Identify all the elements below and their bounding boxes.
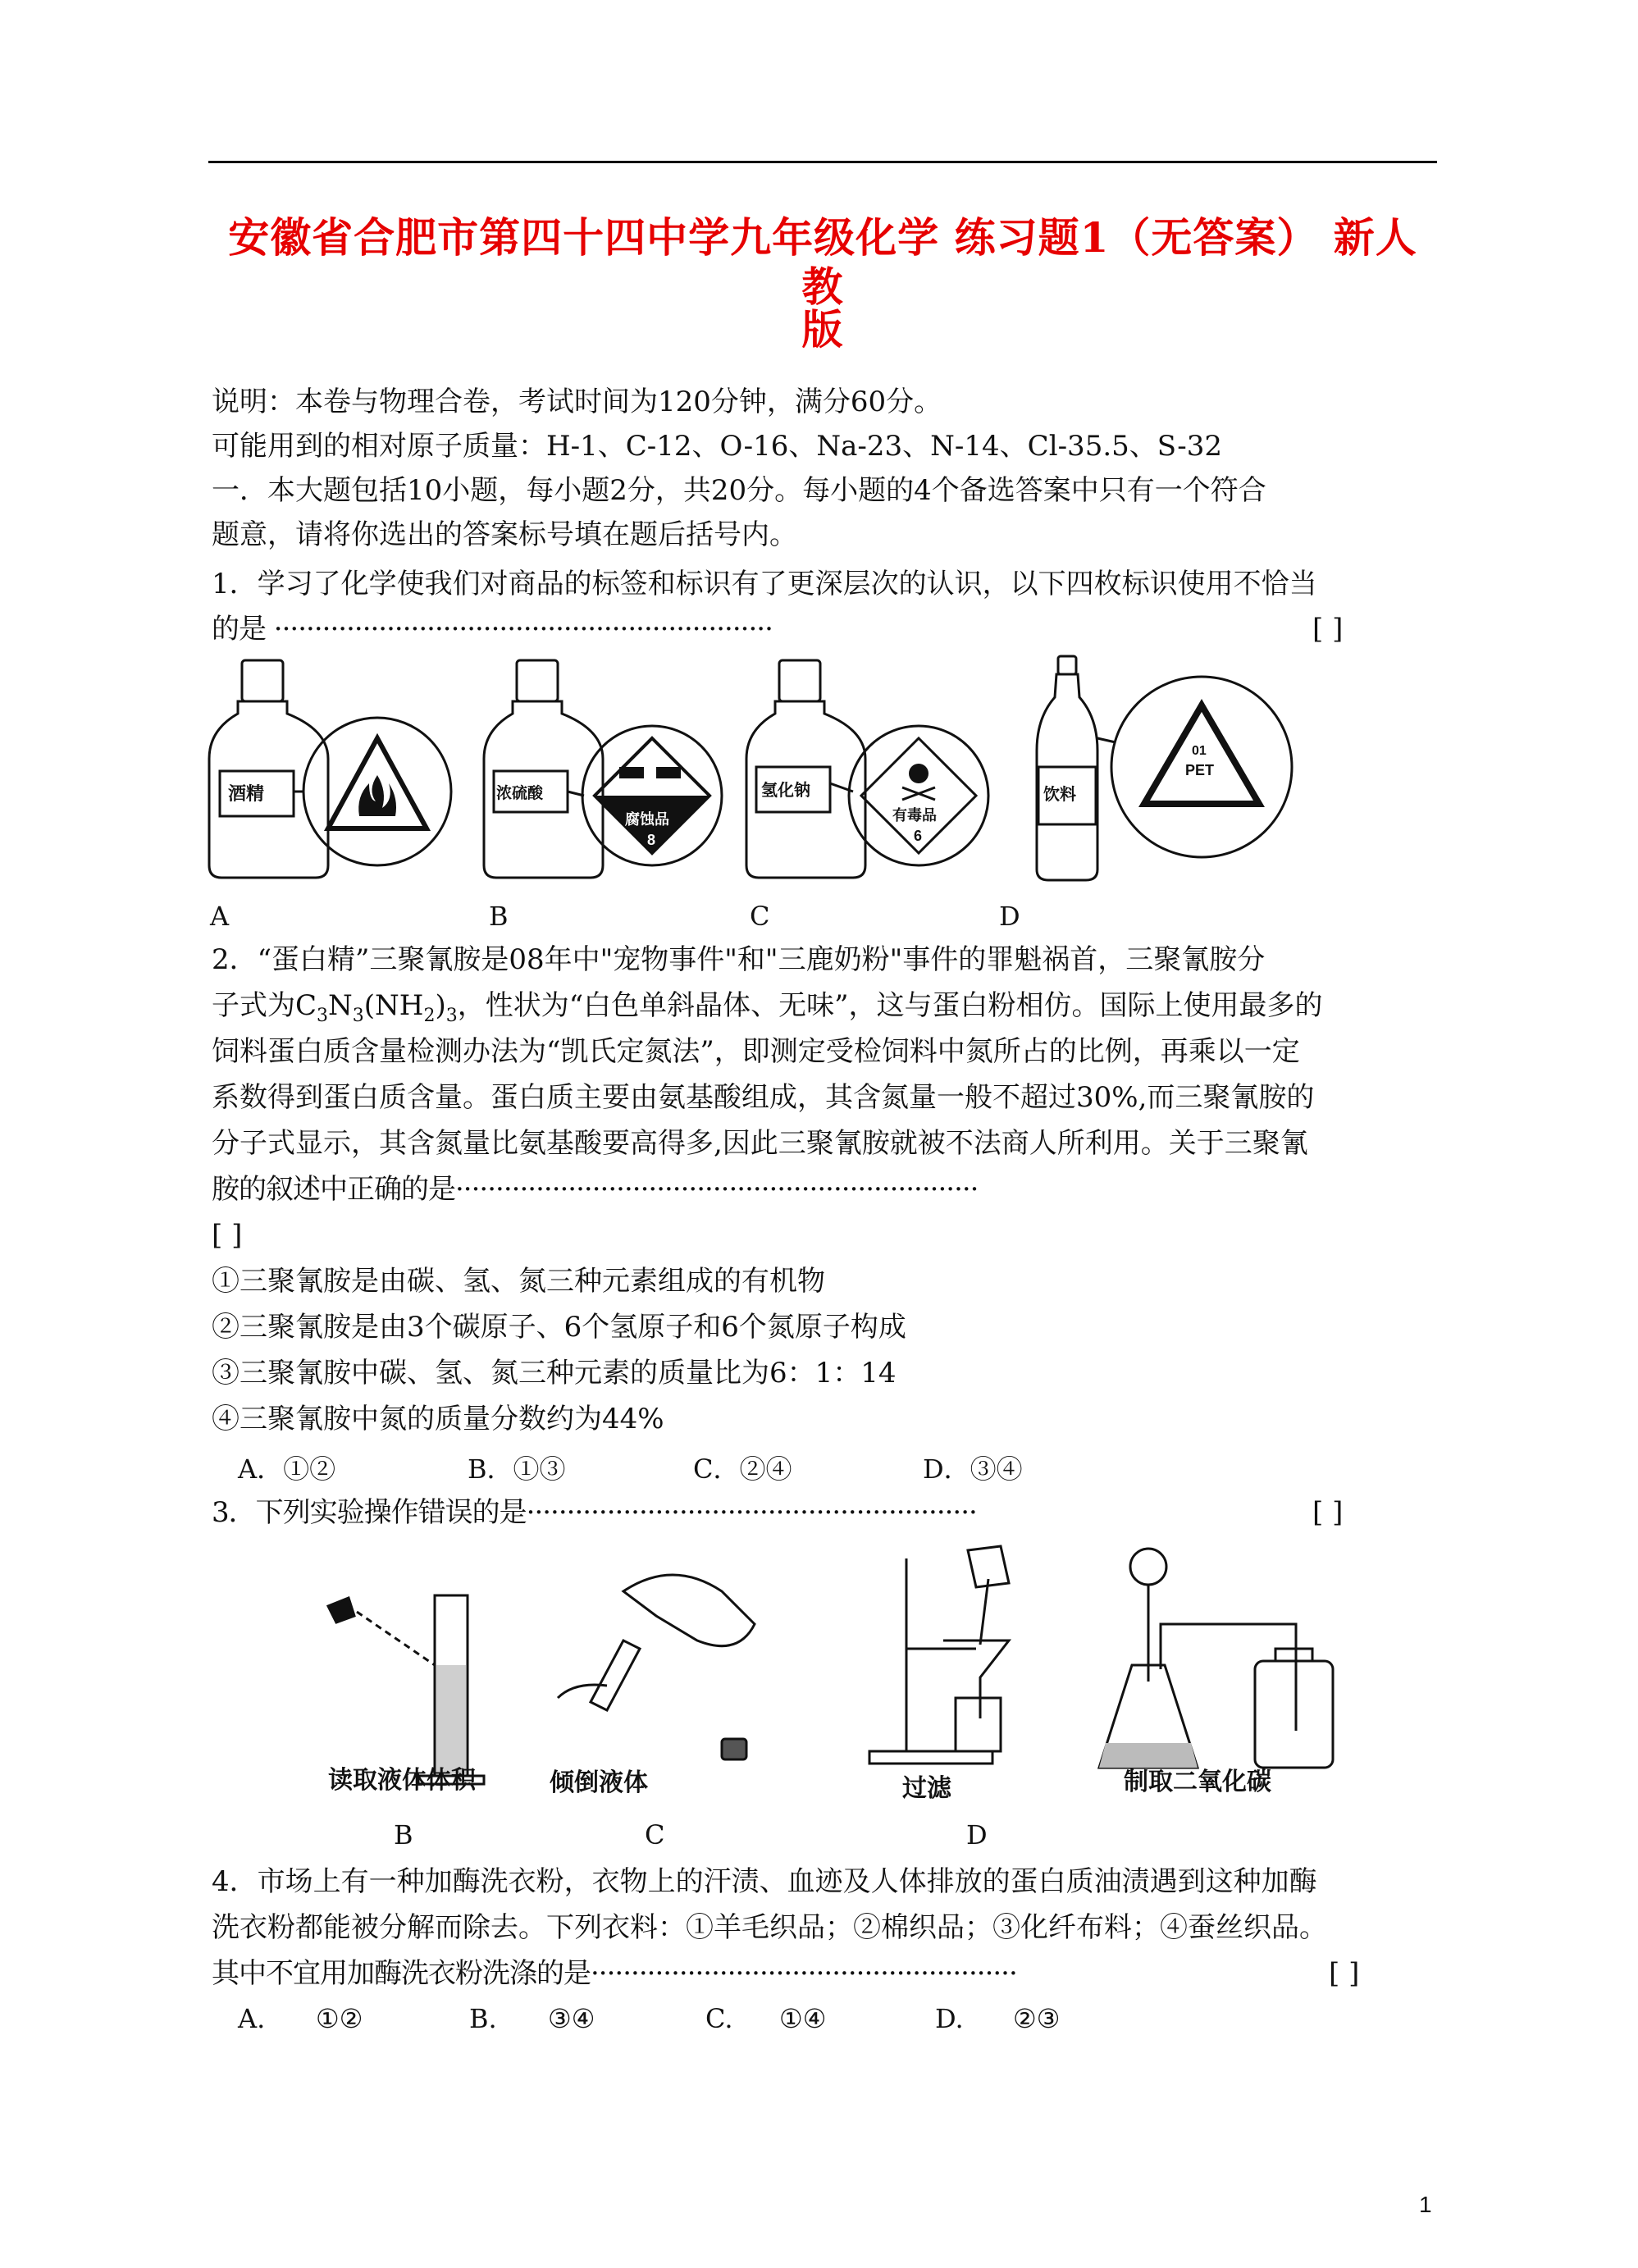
formula-prefix: 子式为C xyxy=(212,989,317,1022)
q3-option-d: D xyxy=(966,1819,988,1850)
sign-b-class: 8 xyxy=(647,832,656,848)
caption-make-co2: 制取二氧化碳 xyxy=(1124,1768,1271,1796)
q4-option-d-label: D. xyxy=(935,2003,964,2034)
page-number: 1 xyxy=(1419,2192,1432,2217)
question-1-figure xyxy=(205,652,1435,890)
bottle-stopper xyxy=(722,1739,746,1759)
q4-option-a-label: A. xyxy=(238,2003,266,2034)
statement-3: ③三聚氰胺中碳、氢、氮三种元素的质量比为6：1：14 xyxy=(212,1357,897,1390)
question-4-text-3: 其中不宜用加酶洗衣粉洗涤的是····················································· xyxy=(212,1957,1017,1990)
section-one-heading-continued: 题意，请将你选出的答案标号填在题后括号内。 xyxy=(212,518,797,551)
caption-read-volume: 读取液体体积 xyxy=(328,1767,476,1794)
question-1-text-continued: 的是 ······························································ xyxy=(212,613,773,646)
sign-c-text: 有毒品 xyxy=(892,807,937,824)
formula-sub-4: 3 xyxy=(445,1005,458,1026)
page-title: 安徽省合肥市第四十四中学九年级化学 练习题1（无答案） 新人教 xyxy=(228,213,1417,311)
q4-option-b-value: ③④ xyxy=(548,2003,595,2034)
formula-sub-3: 2 xyxy=(423,1005,436,1026)
exam-note xyxy=(212,384,1442,420)
question-4-text: 4．市场上有一种加酶洗衣粉，衣物上的汗渍、血迹及人体排放的蛋白质油渍遇到这种加酶 xyxy=(212,1865,1317,1898)
q1-option-b: B xyxy=(489,901,509,932)
question-2-text-6: 胺的叙述中正确的是································································· xyxy=(212,1173,979,1206)
q4-option-c-value: ①④ xyxy=(779,2003,827,2034)
eye-icon xyxy=(328,1598,354,1622)
question-3-figure xyxy=(312,1542,1419,1805)
bottle-c-cap xyxy=(779,660,820,701)
question-1-text: 1．学习了化学使我们对商品的标签和标识有了更深层次的认识，以下四枚标识使用不恰当 xyxy=(212,568,1317,600)
q2-option-b: B．①③ xyxy=(468,1453,566,1485)
header-rule xyxy=(208,161,1437,163)
q1-option-c: C xyxy=(750,901,770,932)
section-one-heading: 一．本大题包括10小题，每小题2分，共20分。每小题的4个备选答案中只有一个符合 xyxy=(212,474,1266,507)
question-4-text-2: 洗衣粉都能被分解而除去。下列衣料：①羊毛织品；②棉织品；③化纤布料；④蚕丝织品。 xyxy=(212,1911,1327,1944)
sign-c-class: 6 xyxy=(914,828,923,844)
statement-1: ①三聚氰胺是由碳、氢、氮三种元素组成的有机物 xyxy=(212,1265,825,1298)
filter-funnel xyxy=(943,1641,1009,1718)
question-3-answer-bracket: [ ] xyxy=(1312,1496,1344,1529)
sign-b-text: 腐蚀品 xyxy=(625,811,669,828)
question-1-answer-bracket: [ ] xyxy=(1312,613,1344,646)
statement-2: ②三聚氰胺是由3个碳原子、6个氢原子和6个氮原子构成 xyxy=(212,1311,906,1344)
q1-option-a: A xyxy=(210,901,230,932)
test-tube xyxy=(591,1641,640,1710)
q4-option-d-value: ②③ xyxy=(1013,2003,1061,2034)
caption-pour-liquid: 倾倒液体 xyxy=(550,1769,648,1796)
bottle-b-label-text: 浓硫酸 xyxy=(496,785,544,802)
beaker xyxy=(956,1698,1001,1751)
q4-option-c-label: C. xyxy=(705,2003,733,2034)
formula-suffix: ，性状为“白色单斜晶体、无味”，这与蛋白粉相仿。国际上使用最多的 xyxy=(457,989,1323,1022)
bottle-b-cap xyxy=(517,660,558,701)
formula-paren: ) xyxy=(435,989,446,1022)
question-2-text-5: 分子式显示，其含氮量比氨基酸要高得多,因此三聚氰胺就被不法商人所利用。关于三聚氰 xyxy=(212,1127,1308,1160)
q2-option-a: A．①② xyxy=(238,1453,336,1485)
sign-d-text: PET xyxy=(1185,762,1215,778)
bottle-a-body xyxy=(209,701,328,878)
exam-note-text: 说明：本卷与物理合卷，考试时间为120分钟，满分60分。 xyxy=(212,386,942,418)
page-title-continued: 版 xyxy=(801,305,844,354)
bottle-a-label-text: 酒精 xyxy=(228,783,265,804)
formula-sub-1: 3 xyxy=(317,1005,329,1026)
sign-c-circle xyxy=(849,726,988,865)
question-2-formula-line xyxy=(212,988,1442,1034)
formula-n: N xyxy=(328,989,353,1022)
q3-option-c: C xyxy=(645,1819,665,1850)
sign-d-code: 01 xyxy=(1192,744,1207,758)
statement-4: ④三聚氰胺中氮的质量分数约为44% xyxy=(212,1403,664,1435)
q2-option-c: C．②④ xyxy=(693,1453,792,1485)
gas-jar xyxy=(1255,1661,1333,1768)
formula-sub-2: 3 xyxy=(352,1005,364,1026)
q1-option-d: D xyxy=(999,901,1020,932)
bottle-c-label-text: 氢化钠 xyxy=(761,782,810,800)
question-2-text-4: 系数得到蛋白质含量。蛋白质主要由氨基酸组成，其含氮量一般不超过30%,而三聚氰胺的 xyxy=(212,1081,1315,1114)
skull-icon xyxy=(909,764,929,783)
q2-option-d: D．③④ xyxy=(923,1453,1023,1485)
question-2-answer-bracket: [ ] xyxy=(212,1219,243,1252)
atomic-masses: 可能用到的相对原子质量：H-1、C-12、O-16、Na-23、N-14、Cl-35.5、S-32 xyxy=(212,430,1223,463)
bottle-a-cap xyxy=(242,660,283,701)
question-2-text: 2．“蛋白精”三聚氰胺是08年中"宠物事件"和"三鹿奶粉"事件的罪魁祸首，三聚氰胺分 xyxy=(212,943,1266,976)
separatory-funnel xyxy=(1130,1549,1166,1585)
reagent-bottle xyxy=(623,1575,755,1646)
caption-filter: 过滤 xyxy=(902,1775,951,1802)
question-2-text-3: 饲料蛋白质含量检测办法为“凯氏定氮法”，即测定受检饲料中氮所占的比例，再乘以一定 xyxy=(212,1035,1300,1068)
formula-nh: (NH xyxy=(363,989,424,1022)
q4-option-a-value: ①② xyxy=(316,2003,363,2034)
question-3-text: 3．下列实验操作错误的是························································ xyxy=(212,1496,977,1529)
iron-stand-base xyxy=(869,1751,992,1764)
bottle-d-body xyxy=(1037,674,1097,880)
bottle-d-cap xyxy=(1058,656,1076,674)
q3-option-b: B xyxy=(394,1819,413,1850)
q4-option-b-label: B. xyxy=(469,2003,497,2034)
question-4-answer-bracket: [ ] xyxy=(1329,1957,1360,1990)
bottle-d-label-text: 饮料 xyxy=(1043,786,1076,804)
